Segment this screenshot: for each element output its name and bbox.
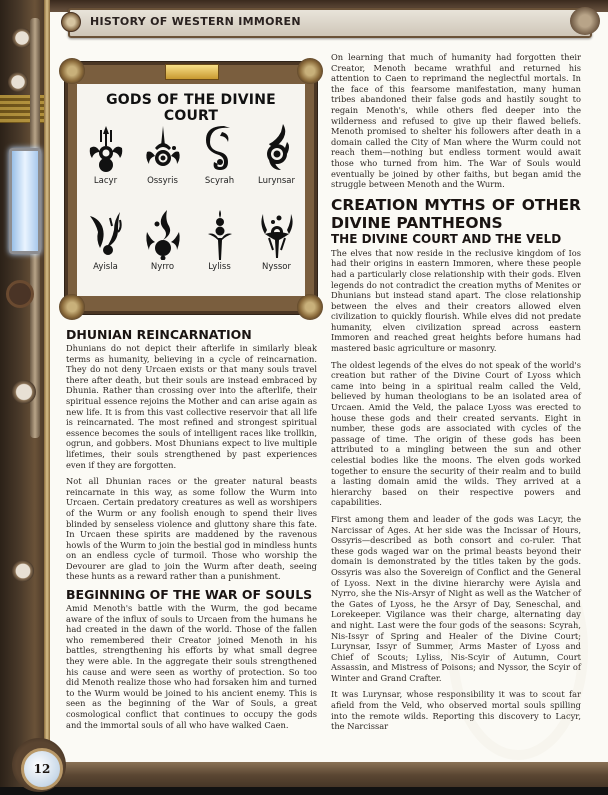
page-number: 12 bbox=[33, 762, 51, 776]
paragraph: It was Lurynsar, whose responsibility it was to scout far afield from the Veld, who observed mortal souls spilling into the remote wilds. Reporting this discovery to Lacyr, the Narcissar bbox=[331, 689, 581, 732]
brass-plate-decoration bbox=[165, 64, 219, 80]
rivet-icon bbox=[61, 12, 81, 32]
left-column bbox=[66, 328, 317, 736]
paragraph: The elves that now reside in the reclusive kingdom of Ios had their origins in eastern Immoren, where these people had a particularly close relationship with their gods. Elven legends do not contradict the creation myths of Menites or Dhunians but instead stand apart. The close relationship between the elves and their creators allowed elven civilization to quickly flourish. While elves did not predate humanity, elven civilization spread across eastern Immoren and reached great heights before humans had mastered basic agriculture or masonry. bbox=[331, 247, 581, 354]
god-name: Nyrro bbox=[150, 262, 175, 272]
valve-icon bbox=[12, 380, 36, 404]
god-scyrah bbox=[191, 124, 248, 186]
gear-icon bbox=[297, 58, 323, 84]
glowing-tube-icon bbox=[9, 148, 41, 254]
god-lyliss bbox=[191, 210, 248, 272]
god-name: Nyssor bbox=[262, 262, 291, 272]
paragraph: The oldest legends of the elves do not speak of the world's creation but rather of the Divine Court of Lyoss which came into being in a spiritual realm called the Veld, believed by human theologians to be an isolated area of Urcaen. Amid the Veld, the palace Lyoss was erected to house these gods and their created servants. Eight in number, these gods are associated with cycles of the passage of time. The origin of these gods has been attributed to a mingling between the sun and other celestial bodies like the moons. The elven gods worked together to ensure the security of their realm and to build a lasting domain amid the wilds. They arrived at a hierarchy based on their respective powers and capabilities. bbox=[331, 359, 581, 508]
ossyris-glyph-icon bbox=[143, 124, 183, 174]
god-ossyris bbox=[134, 124, 191, 186]
chapter-title: HISTORY OF WESTERN IMMOREN bbox=[90, 15, 301, 28]
lyliss-glyph-icon bbox=[200, 210, 240, 260]
section-heading: BEGINNING OF THE WAR OF SOULS bbox=[66, 587, 313, 603]
gods-panel-content bbox=[77, 84, 305, 296]
god-lacyr bbox=[77, 124, 134, 186]
section-heading: DHUNIAN REINCARNATION bbox=[66, 327, 252, 342]
lacyr-glyph-icon bbox=[86, 124, 126, 174]
sub-heading: THE DIVINE COURT AND THE VELD bbox=[331, 231, 562, 246]
faded-sigil-watermark bbox=[448, 540, 588, 760]
left-steampunk-border bbox=[0, 0, 50, 795]
god-ayisla bbox=[77, 210, 134, 272]
god-nyrro bbox=[134, 210, 191, 272]
paragraph: Amid Menoth's battle with the Wurm, the god became aware of the influx of souls to Urcaen from the humans he had created in the dawn of the world. Those of the fallen who remembered their Creator joined Menoth in his battles, strengthening his efforts by what small degree they were able. In the aggregate their souls strengthened his cause and were seen as worthy of protection. So too did Menoth realize those who had forsaken him and turned to the Wurm would be joined to his ancient enemy. This is seen as the beginning of the War of Souls, a great cosmological conflict that continues to occupy the gods and the immortal souls of all who have walked Caen. bbox=[66, 603, 317, 730]
brass-grille-decoration bbox=[0, 95, 50, 123]
paragraph: Not all Dhunian races or the greater natural beasts reincarnate in this way, as some follow the Wurm into Urcaen. Certain predatory creatures as well as worshipers of the Wurm or any foolish enough to spend their lives blinded by senseless violence and gluttony share this fate. In Urcaen these spirits are maddened by the ravenous howls of the Wurm to join the bestial god in mindless hunts on an endless cycle of turmoil. Those who worship the Devourer are glad to join the Wurm after death, seeing these hunts as a reward rather than a punishment. bbox=[66, 476, 317, 582]
valve-icon bbox=[12, 560, 34, 582]
brass-edge-strip bbox=[44, 0, 50, 795]
fan-wheel-icon bbox=[6, 280, 34, 308]
gods-panel-title: GODS OF THE DIVINE COURT bbox=[106, 92, 276, 124]
lurynsar-glyph-icon bbox=[257, 124, 297, 174]
gear-icon bbox=[297, 294, 323, 320]
god-name: Ayisla bbox=[93, 262, 118, 272]
chapter-header-banner bbox=[68, 8, 592, 38]
pressure-gauge-icon bbox=[8, 72, 28, 92]
god-lurynsar bbox=[248, 124, 305, 186]
god-name: Lacyr bbox=[93, 176, 118, 186]
nyrro-glyph-icon bbox=[143, 210, 183, 260]
nyssor-glyph-icon bbox=[257, 210, 297, 260]
gods-panel bbox=[65, 62, 317, 314]
gear-icon bbox=[59, 58, 85, 84]
pipe-cap-icon bbox=[570, 7, 600, 35]
paragraph: First among them and leader of the gods was Lacyr, the Narcissar of Ages. At her side was the Incissar of Hours, Ossyris—described as both consort and co-ruler. That these gods waged war on the primal beasts beyond their domain is demonstrated by the titles taken by the gods. Ossyris was also the Sovereign of Conflict and the General of Lyoss. Next in the divine hierarchy were Ayisla and Nyrro, she the Nis-Arsyr of Night as well as the Watcher of the Gates of Lyoss, he the Arsyr of Day, Seneschal, and Lorekeeper. Vigilance was their charge, alternating day and night. Last were the four gods of the seasons: Scyrah, Nis-Issyr of Spring and Healer of the Divine Court; Lurynsar, Issyr of Summer, Arms Master of Lyoss and Chief of Scouts; Lyliss, Nis-Scyir of Autumn, Court Assassin, and Mistress of Poisons; and Nyssor, the Scyir of Winter and Grand Crafter. bbox=[331, 513, 581, 683]
bottom-edge bbox=[0, 787, 608, 795]
ayisla-glyph-icon bbox=[86, 210, 126, 260]
god-name: Lurynsar bbox=[257, 176, 296, 186]
pressure-gauge-icon bbox=[12, 28, 32, 48]
god-name: Lyliss bbox=[208, 262, 231, 272]
scyrah-glyph-icon bbox=[200, 124, 240, 174]
god-nyssor bbox=[248, 210, 305, 272]
gear-icon bbox=[59, 294, 85, 320]
god-name: Ossyris bbox=[147, 176, 178, 186]
paragraph: Dhunians do not depict their afterlife in similarly bleak terms as humanity, believing in a cycle of reincarnation. They do not deny Urcaen exists or that many souls travel there after death, but their souls are instead embraced by Dhunia. Rather than crossing over into the afterlife, their spiritual essence rejoins the Mother and can arise again as new life. It is from this vast collective reservoir that all life is reincarnated. The most refined and strongest spiritual essence becomes the souls of intelligent races like trollkin, ogrun, and gobbers. Most Dhunians expect to live multiple lifetimes, their souls strengthened by past experiences even if they are forgotten. bbox=[66, 343, 317, 470]
paragraph: On learning that much of humanity had forgotten their Creator, Menoth became wrathful and returned his attention to Caen to reprimand the neglectful mortals. In the face of this fearsome manifestation, many human tribes abandoned their false gods and hastily sought to regain Menoth's, while others fled deeper into the wilderness and refused to give up their flawed beliefs. Menoth promised to shelter his followers after death in a domain called the City of Man where the Wurm could not reach them—nothing but endless torment would await those who turned from him. The War of Souls would eventually be joined by other faiths, but began amid the struggle between Menoth and the Wurm. bbox=[331, 52, 581, 190]
page-number-badge bbox=[21, 748, 63, 790]
main-heading: CREATION MYTHS OF OTHER DIVINE PANTHEONS bbox=[331, 195, 581, 232]
god-name: Scyrah bbox=[204, 176, 235, 186]
